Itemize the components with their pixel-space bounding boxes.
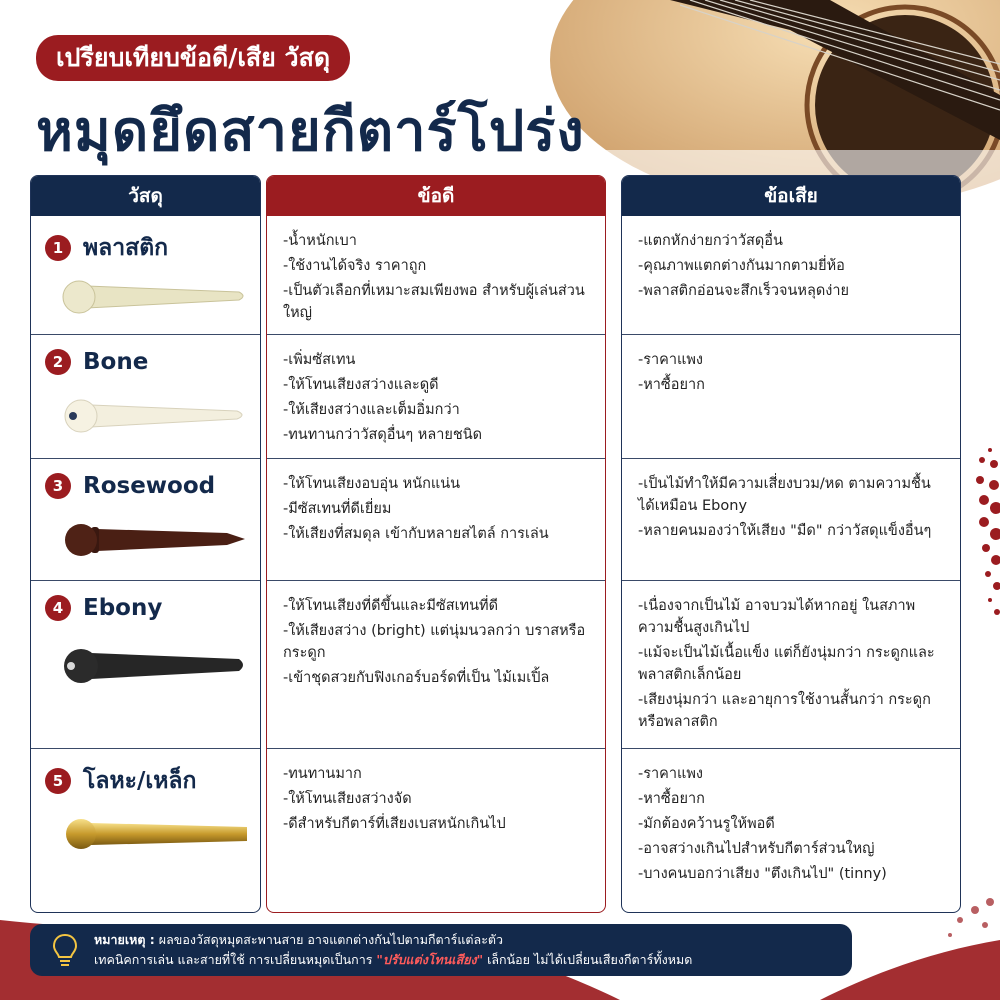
material-column [30,175,261,913]
cons-column [621,175,961,913]
row-number: 5 [45,768,71,794]
row-number: 3 [45,473,71,499]
material-row-2 [31,334,260,458]
material-row-1 [31,216,260,334]
cons-item: -เนื่องจากเป็นไม้ อาจบวมได้หากอยู่ ในสภาพความชื้นสูงเกินไป [638,598,916,636]
cons-item: -มักต้องคว้านรูให้พอดี [638,816,775,832]
cons-item: -พลาสติกอ่อนจะสึกเร็วจนหลุดง่าย [638,283,849,299]
cons-row-2 [622,334,960,458]
footnote-text [94,930,844,970]
cons-item: -หาซื้อยาก [638,377,705,393]
note-highlight: "ปรับแต่งโทนเสียง" [376,952,484,967]
pros-item: -ให้เสียงสว่าง (bright) แต่นุ่มนวลกว่า บราสหรือกระดูก [283,623,586,661]
cons-row-3 [622,458,960,580]
page-title: หมุดยึดสายกีตาร์โปร่ง [36,99,585,164]
pros-item: -ดีสำหรับกีตาร์ที่เสียงเบสหนักเกินไป [283,816,506,832]
note-line-1: ผลของวัสดุหมุดสะพานสาย อาจแตกต่างกันไปตามกีตาร์แต่ละตัว [158,932,504,947]
pros-item: -เพิ่มซัสเทน [283,352,356,368]
pros-item: -ใช้งานได้จริง ราคาถูก [283,258,427,274]
pros-item: -ให้โทนเสียงสว่างและดูดี [283,377,439,393]
note-line-2a: เทคนิคการเล่น และสายที่ใช้ การเปลี่ยนหมุดเป็นการ [94,952,373,967]
cons-row-1 [622,216,960,334]
cons-row-4 [622,580,960,748]
row-number: 4 [45,595,71,621]
ebony-pin-icon [57,641,247,689]
subtitle-badge: เปรียบเทียบข้อดี/เสีย วัสดุ [36,35,350,81]
bone-pin-icon [57,391,247,439]
cons-item: -อาจสว่างเกินไปสำหรับกีตาร์ส่วนใหญ่ [638,841,875,857]
pros-column [266,175,606,913]
lightbulb-icon [50,932,80,968]
note-line-2b: เล็กน้อย ไม่ได้เปลี่ยนเสียงกีตาร์ทั้งหมด [487,952,693,967]
pros-column-header: ข้อดี [267,176,605,216]
pros-item: -ให้โทนเสียงสว่างจัด [283,791,412,807]
rosewood-pin-icon [57,515,247,563]
material-row-5 [31,748,260,912]
pros-row-2 [267,334,605,458]
cons-row-5 [622,748,960,912]
material-row-3 [31,458,260,580]
cons-item: -ราคาแพง [638,766,703,782]
pros-item: -มีซัสเทนที่ดีเยี่ยม [283,501,392,517]
cons-item: -เป็นไม้ทำให้มีความเสี่ยงบวม/หด ตามความชื้นได้เหมือน Ebony [638,476,931,514]
pros-row-1 [267,216,605,334]
material-name: Rosewood [83,473,216,499]
cons-item: -หลายคนมองว่าให้เสียง "มืด" กว่าวัสดุแข็งอื่นๆ [638,523,932,539]
row-number: 2 [45,349,71,375]
footnote-bar [30,924,852,976]
material-row-4 [31,580,260,748]
material-name: โลหะ/เหล็ก [83,768,197,794]
material-name: Bone [83,349,149,375]
cons-item: -คุณภาพแตกต่างกันมากตามยี่ห้อ [638,258,845,274]
cons-item: -ราคาแพง [638,352,703,368]
plastic-pin-icon [57,272,247,320]
material-name: Ebony [83,595,163,621]
pros-item: -ให้โทนเสียงอบอุ่น หนักแน่น [283,476,461,492]
pros-item: -เข้าชุดสวยกับฟิงเกอร์บอร์ดที่เป็น ไม้เมเปิ้ล [283,670,550,686]
pros-item: -ให้เสียงที่สมดุล เข้ากับหลายสไตล์ การเล่น [283,526,549,542]
cons-item: -แตกหักง่ายกว่าวัสดุอื่น [638,233,783,249]
pros-row-3 [267,458,605,580]
pros-row-5 [267,748,605,912]
material-column-header: วัสดุ [31,176,260,216]
note-label: หมายเหตุ : [94,932,155,947]
pros-item: -น้ำหนักเบา [283,233,357,249]
pros-item: -ทนทานกว่าวัสดุอื่นๆ หลายชนิด [283,427,483,443]
pros-item: -ให้เสียงสว่างและเต็มอิ่มกว่า [283,402,460,418]
material-name: พลาสติก [83,235,169,261]
cons-item: -หาซื้อยาก [638,791,705,807]
pros-item: -ให้โทนเสียงที่ดีขึ้นและมีซัสเทนที่ดี [283,598,498,614]
metal-pin-icon [57,809,247,857]
pros-item: -เป็นตัวเลือกที่เหมาะสมเพียงพอ สำหรับผู้เล่นส่วนใหญ่ [283,283,585,321]
pros-row-4 [267,580,605,748]
cons-item: -เสียงนุ่มกว่า และอายุการใช้งานสั้นกว่า กระดูกหรือพลาสติก [638,692,931,730]
cons-item: -บางคนบอกว่าเสียง "ตึงเกินไป" (tinny) [638,866,887,882]
cons-item: -แม้จะเป็นไม้เนื้อแข็ง แต่ก็ยังนุ่มกว่า กระดูกและพลาสติกเล็กน้อย [638,645,935,683]
row-number: 1 [45,235,71,261]
pros-item: -ทนทานมาก [283,766,362,782]
cons-column-header: ข้อเสีย [622,176,960,216]
